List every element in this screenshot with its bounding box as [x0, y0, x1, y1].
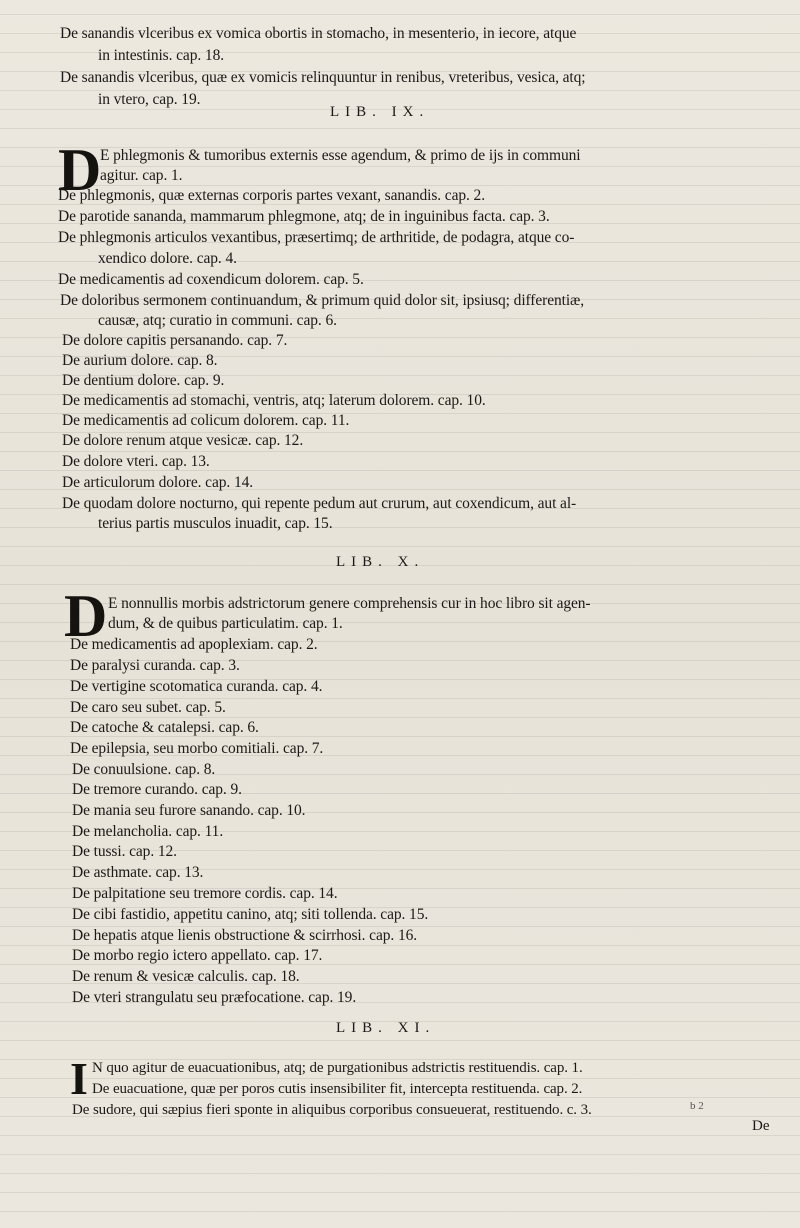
- toc-entry: N quo agitur de euacuationibus, atq; de purgationibus adstrictis restituendis. cap. 1.: [92, 1060, 583, 1076]
- toc-entry: De vteri strangulatu seu præfocatione. cap. 19.: [72, 989, 357, 1006]
- toc-entry-continuation: in vtero, cap. 19.: [98, 91, 201, 108]
- toc-entry: E nonnullis morbis adstrictorum genere comprehensis cur in hoc libro sit agen-: [108, 595, 591, 612]
- toc-entry: De dolore vteri. cap. 13.: [62, 453, 210, 470]
- toc-entry: De palpitatione seu tremore cordis. cap. 14.: [72, 885, 338, 902]
- toc-entry: De medicamentis ad stomachi, ventris, atq; laterum dolorem. cap. 10.: [62, 392, 486, 409]
- toc-entry: De vertigine scotomatica curanda. cap. 4.: [70, 678, 323, 695]
- drop-cap: I: [70, 1053, 88, 1104]
- toc-entry: De catoche & catalepsi. cap. 6.: [70, 719, 259, 736]
- toc-entry: De phlegmonis, quæ externas corporis partes vexant, sanandis. cap. 2.: [58, 187, 485, 204]
- toc-entry: De sanandis vlceribus ex vomica obortis in stomacho, in mesenterio, in iecore, atque: [60, 25, 577, 42]
- toc-entry: De mania seu furore sanando. cap. 10.: [72, 802, 306, 819]
- toc-entry: De quodam dolore nocturno, qui repente pedum aut crurum, aut coxendicum, aut al-: [62, 495, 577, 512]
- drop-cap: D: [58, 137, 102, 203]
- catchword: De: [752, 1118, 770, 1134]
- toc-entry-continuation: xendico dolore. cap. 4.: [98, 250, 237, 267]
- toc-entry-continuation: causæ, atq; curatio in communi. cap. 6.: [98, 312, 337, 329]
- book-heading: LIB. X.: [336, 554, 425, 570]
- toc-entry: De euacuatione, quæ per poros cutis insensibiliter fit, intercepta restituenda. cap. 2.: [92, 1081, 583, 1097]
- toc-entry: De medicamentis ad apoplexiam. cap. 2.: [70, 636, 318, 653]
- toc-entry-continuation: dum, & de quibus particulatim. cap. 1.: [108, 615, 343, 632]
- toc-entry: De parotide sananda, mammarum phlegmone, atq; de in inguinibus facta. cap. 3.: [58, 208, 550, 225]
- toc-entry: De dentium dolore. cap. 9.: [62, 372, 225, 389]
- toc-entry: De doloribus sermonem continuandum, & primum quid dolor sit, ipsiusq; differentiæ,: [60, 292, 585, 309]
- signature-mark: b 2: [690, 1100, 704, 1112]
- toc-entry: De morbo regio ictero appellato. cap. 17.: [72, 947, 323, 964]
- toc-entry: De dolore capitis persanando. cap. 7.: [62, 332, 288, 349]
- toc-entry: De tremore curando. cap. 9.: [72, 781, 242, 798]
- toc-entry: De conuulsione. cap. 8.: [72, 761, 216, 778]
- toc-entry: De medicamentis ad coxendicum dolorem. cap. 5.: [58, 271, 364, 288]
- toc-entry: De medicamentis ad colicum dolorem. cap. 11.: [62, 412, 350, 429]
- drop-cap: D: [64, 583, 108, 649]
- toc-entry: De aurium dolore. cap. 8.: [62, 352, 218, 369]
- toc-entry-continuation: agitur. cap. 1.: [100, 167, 183, 184]
- toc-entry: De melancholia. cap. 11.: [72, 823, 224, 840]
- toc-entry: De caro seu subet. cap. 5.: [70, 699, 226, 716]
- toc-entry-continuation: terius partis musculos inuadit, cap. 15.: [98, 515, 333, 532]
- toc-entry: De articulorum dolore. cap. 14.: [62, 474, 254, 491]
- toc-entry: De renum & vesicæ calculis. cap. 18.: [72, 968, 300, 985]
- toc-entry-continuation: in intestinis. cap. 18.: [98, 47, 224, 64]
- book-heading: LIB. XI.: [336, 1020, 436, 1036]
- toc-entry: De cibi fastidio, appetitu canino, atq; siti tollenda. cap. 15.: [72, 906, 429, 923]
- toc-entry: De asthmate. cap. 13.: [72, 864, 204, 881]
- toc-entry: De dolore renum atque vesicæ. cap. 12.: [62, 432, 304, 449]
- book-heading: LIB. IX.: [330, 104, 430, 120]
- toc-entry: De tussi. cap. 12.: [72, 843, 177, 860]
- toc-entry: De sanandis vlceribus, quæ ex vomicis relinquuntur in renibus, vreteribus, vesica, atq;: [60, 69, 586, 86]
- toc-entry: De phlegmonis articulos vexantibus, præsertimq; de arthritide, de podagra, atque co-: [58, 229, 575, 246]
- toc-entry: E phlegmonis & tumoribus externis esse agendum, & primo de ijs in communi: [100, 147, 581, 164]
- toc-entry: De sudore, qui sæpius fieri sponte in aliquibus corporibus consueuerat, restituendo. c. 3.: [72, 1102, 592, 1118]
- toc-entry: De hepatis atque lienis obstructione & scirrhosi. cap. 16.: [72, 927, 418, 944]
- toc-entry: De epilepsia, seu morbo comitiali. cap. 7.: [70, 740, 324, 757]
- toc-entry: De paralysi curanda. cap. 3.: [70, 657, 240, 674]
